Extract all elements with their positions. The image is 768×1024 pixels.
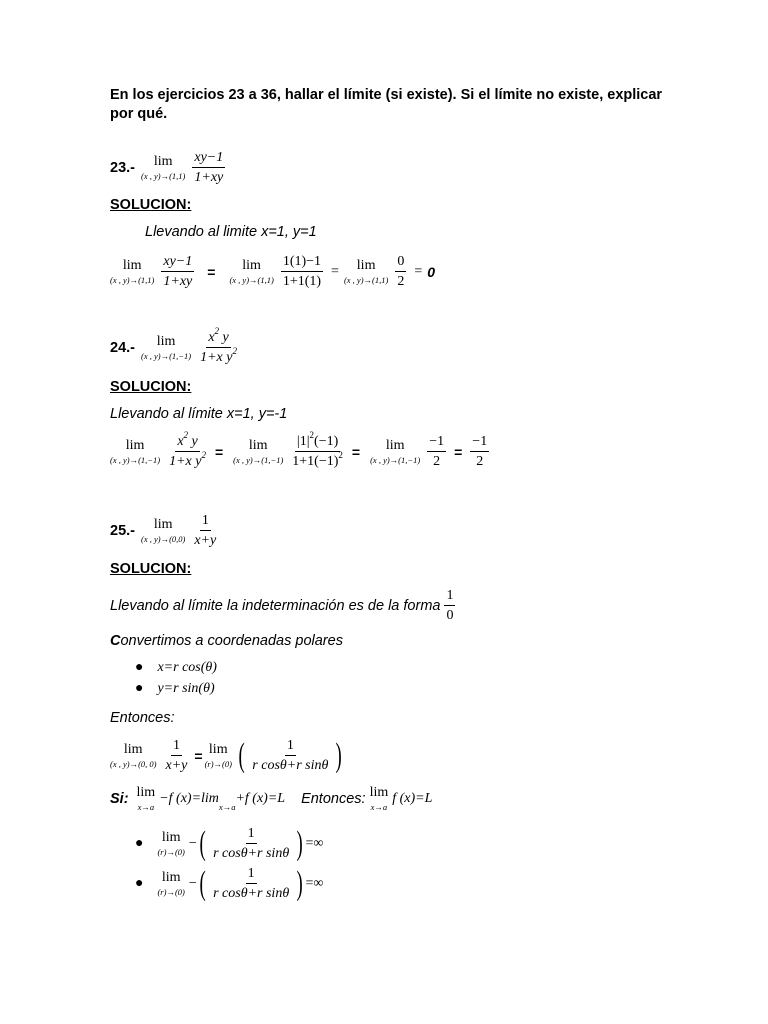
problem-24-statement bbox=[110, 326, 242, 366]
fraction: $\frac{xy-1}{1+xy}$ bbox=[163, 254, 193, 290]
problem-25-statement bbox=[110, 513, 221, 549]
limit-operator: lim (x , y)→(1,−1) bbox=[370, 438, 421, 466]
right-limit-item: ● lim (r)→(0) − ( $\frac{1}{\text{r cosθ+r sinθ}}$ ) =∞ bbox=[135, 824, 324, 862]
problem-24-number: 24.- bbox=[110, 339, 135, 356]
limit-operator: lim (x , y)→(1,1) bbox=[141, 154, 186, 182]
fraction: $\frac{0}{2}$ bbox=[397, 254, 405, 290]
bullet-icon: ● bbox=[135, 660, 144, 675]
bullet-icon: ● bbox=[135, 835, 144, 851]
problem-24-text: Llevando al límite x=1, y=-1 bbox=[110, 406, 288, 422]
limit-operator: lim (x , y)→(1,−1) bbox=[141, 334, 192, 362]
limit-operator: lim (x , y)→(1,1) bbox=[110, 258, 155, 286]
left-limit-item: ● lim (r)→(0) − ( $\frac{1}{\text{r cosθ+r sinθ}}$ ) =∞ bbox=[135, 864, 324, 902]
limit-operator: x→a bbox=[218, 802, 236, 812]
fraction: $\frac{x^2 y}{1+x y^2}$ bbox=[200, 326, 237, 366]
solution-label-23: SOLUCION: bbox=[110, 197, 192, 213]
limit-operator: lim (x , y)→(0, 0) bbox=[110, 742, 157, 770]
fraction: $\frac{1(1)-1}{1+1(1)}$ bbox=[282, 254, 322, 290]
fraction: $\frac{1}{0}$ bbox=[446, 588, 454, 624]
fraction: $\frac{1}{\text{r cosθ+r sinθ}}$ bbox=[213, 826, 290, 862]
fraction: $\frac{x^2 y}{1+x y^2}$ bbox=[169, 430, 206, 470]
limit-operator: lim x→a bbox=[136, 785, 156, 812]
fraction: $\frac{1}{x+y}$ bbox=[165, 738, 188, 774]
problem-23-statement bbox=[110, 150, 228, 186]
indeterminate-form-line: Llevando al límite la indeterminación es de la forma $\frac{1}{0}$ bbox=[110, 588, 454, 624]
limit-operator: lim (r)→(0) bbox=[157, 870, 185, 898]
limit-operator: lim (x , y)→(0,0) bbox=[141, 517, 186, 545]
solution-label-25: SOLUCION: bbox=[110, 561, 192, 577]
solution-label-24: SOLUCION: bbox=[110, 379, 192, 395]
limit-operator: lim (x , y)→(1,1) bbox=[343, 258, 389, 286]
fraction: $\frac{1}{\text{r cosθ+r sinθ}}$ bbox=[252, 738, 329, 774]
then-label: Entonces: bbox=[110, 710, 175, 726]
problem-23-number: 23.- bbox=[110, 159, 135, 176]
result: 0 bbox=[427, 263, 436, 280]
fraction: $\frac{-1}{2}$ bbox=[472, 434, 488, 470]
polar-x-item: ● x=r cos(θ) bbox=[135, 660, 217, 675]
problem-25-number: 25.- bbox=[110, 522, 135, 539]
fraction: $\frac{|1|^2(-1)}{1+1(-1)^2}$ bbox=[292, 430, 343, 470]
instructions: En los ejercicios 23 a 36, hallar el límite (si existe). Si el límite no existe, explicar por qué. bbox=[110, 87, 663, 122]
bullet-icon: ● bbox=[135, 681, 144, 696]
si-label: Si: bbox=[110, 790, 129, 807]
then-label-2: Entonces: bbox=[301, 790, 366, 807]
polar-conversion-text: Convertimos a coordenadas polares bbox=[110, 633, 343, 649]
polar-limit: lim (x , y)→(0, 0) $\frac{1}{x+y}$ = lim (r)→(0) ( $\frac{1}{\text{r cosθ+r sinθ}}$ ) bbox=[110, 736, 343, 774]
fraction: $\frac{xy-1}{1+xy}$ bbox=[194, 150, 224, 186]
limit-operator: lim (r)→(0) bbox=[204, 742, 232, 770]
problem-24-solution: lim (x , y)→(1,−1) $\frac{x^2 y}{1+x y^2}$ = lim (x , y)→(1,−1) $\frac{|1|^2(-1)}{1+1(-1)^2}$ = lim (x , y)→(1,−1) $\frac{-1}{2}$ = $\frac{-1}{2}$ bbox=[110, 430, 488, 470]
limit-operator: lim (x , y)→(1,1) bbox=[229, 258, 274, 286]
limit-operator: lim (r)→(0) bbox=[157, 830, 185, 858]
limit-operator: lim x→a bbox=[369, 785, 389, 812]
problem-23-solution: lim (x , y)→(1,1) $\frac{xy-1}{1+xy}$ = lim (x , y)→(1,1) $\frac{1(1)-1}{1+1(1)}$ = lim (x , y)→(1,1) $\frac{0}{2}$ = 0 bbox=[110, 254, 436, 290]
fraction: $\frac{-1}{2}$ bbox=[429, 434, 445, 470]
fraction: $\frac{1}{\text{r cosθ+r sinθ}}$ bbox=[213, 866, 290, 902]
one-sided-limit-rule: Si: lim x→a −f (x)=lim x→a +f (x)=L Entonces: lim x→a f (x)=L bbox=[110, 785, 433, 812]
limit-operator: lim (x , y)→(1,−1) bbox=[233, 438, 284, 466]
bullet-icon: ● bbox=[135, 875, 144, 891]
problem-23-text: Llevando al limite x=1, y=1 bbox=[145, 224, 317, 240]
polar-y-item: ● y=r sin(θ) bbox=[135, 681, 215, 696]
limit-operator: lim (x , y)→(1,−1) bbox=[110, 438, 161, 466]
fraction: $\frac{1}{x+y}$ bbox=[194, 513, 217, 549]
